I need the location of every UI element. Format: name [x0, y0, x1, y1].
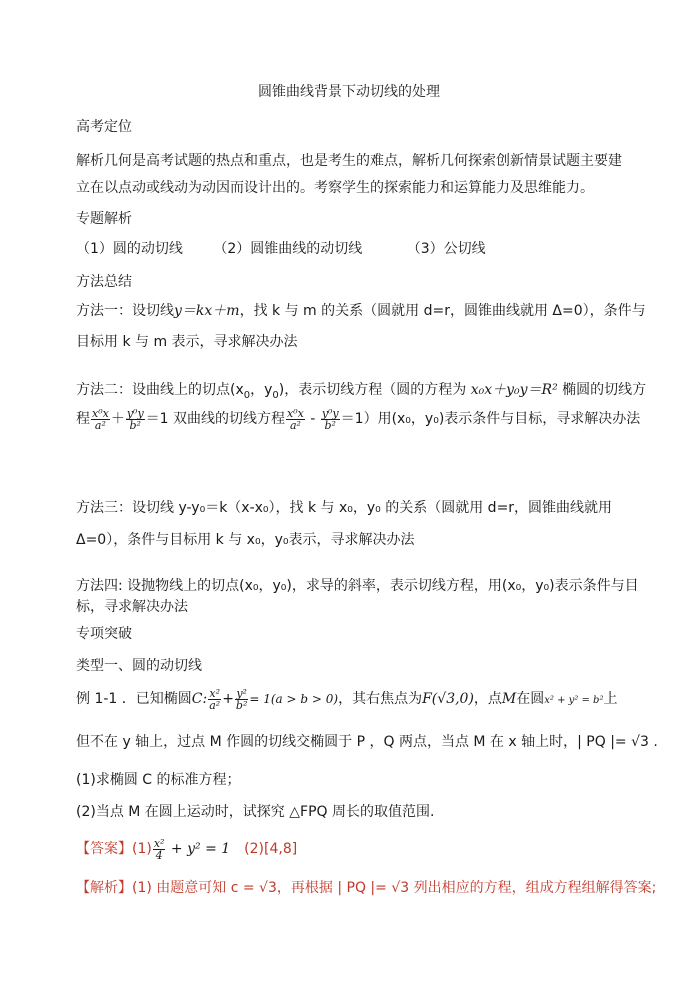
- answer-part1-label: (1): [132, 841, 152, 857]
- example-prefix: 例 1-1 ．已知椭圆: [76, 691, 192, 707]
- heading-breakthrough: 专项突破: [76, 626, 132, 642]
- position-paragraph-line2: 立在以点动或线动为动因而设计出的。考察学生的探索能力和运算能力及思维能力。: [76, 180, 594, 196]
- method3-line1: 方法三：设切线 y-y₀＝k（x-x₀），找 k 与 x₀，y₀ 的关系（圆就用 d=r，圆锥曲线就用: [76, 500, 613, 516]
- example-mid: ，其右焦点为: [338, 691, 423, 707]
- topic-3: （3）公切线: [406, 241, 486, 257]
- method2-line1: 方法二：设曲线上的切点($x_0$，$y_0$)，表示切线方程（圆的方程为 x₀x＋y₀y＝R² 椭圆的切线方: [76, 382, 647, 401]
- hyperbola-tangent-fraction-x: $\frac{\text{x⁰x}}{\text{a²}}$: [287, 406, 304, 432]
- example-end: 上: [603, 691, 618, 707]
- question-1: (1)求椭圆 C 的标准方程；: [76, 772, 241, 788]
- method2-mid1: ，y: [250, 382, 273, 398]
- ellipse-tangent-fraction-y: $\frac{\text{y⁰y}}{\text{b²}}$: [126, 406, 144, 432]
- question-2: (2)当点 M 在圆上运动时，试探究 △FPQ 周长的取值范围.: [76, 804, 435, 820]
- analysis-line: [76, 879, 656, 897]
- example-condition: = 1(a > b > 0): [249, 692, 339, 706]
- topic-list: [76, 240, 486, 258]
- position-paragraph-line1: 解析几何是高考试题的热点和重点，也是考生的难点，解析几何探索创新情景试题主要建: [76, 153, 622, 169]
- topic-2: （2）圆锥曲线的动切线: [213, 241, 363, 257]
- example-fraction-x: $\frac{\text{x²}}{\text{a²}}$: [209, 686, 221, 712]
- method1-line2: 目标用 k 与 m 表示，寻求解决办法: [76, 334, 298, 350]
- analysis-text: (1) 由题意可知 c = √3，再根据 | PQ |= √3 列出相应的方程，组成方程组解得答案;: [132, 880, 657, 896]
- example-line2: 但不在 y 轴上，过点 M 作圆的切线交椭圆于 P ，Q 两点，当点 M 在 x 轴上时，| PQ |= √3 .: [76, 734, 658, 750]
- answer-line: [76, 834, 297, 864]
- method2-circle-equation: x₀x＋y₀y＝R²: [470, 382, 558, 398]
- example-mid3: 在圆: [516, 691, 545, 707]
- method3-line2: Δ=0），条件与目标用 k 与 x₀，y₀表示，寻求解决办法: [76, 532, 415, 548]
- method2-eq2: ＝1）用(x₀，y₀)表示条件与目标，寻求解决办法: [340, 411, 641, 427]
- method2-prefix: 方法二：设曲线上的切点(x: [76, 382, 244, 398]
- method1-prefix: 方法一：设切线: [76, 303, 174, 319]
- type1-heading: 类型一、圆的动切线: [76, 658, 202, 674]
- focus-point: F(√3,0): [422, 691, 474, 707]
- page-title: 圆锥曲线背景下动切线的处理: [258, 84, 440, 100]
- method2-mid2: )，表示切线方程（圆的方程为: [278, 382, 471, 398]
- method1-text: ，找 k 与 m 的关系（圆就用 d=r，圆锥曲线就用 Δ=0），条件与: [239, 303, 646, 319]
- method2-line2: [76, 404, 640, 434]
- hyperbola-tangent-fraction-y: $\frac{\text{y⁰y}}{\text{b²}}$: [321, 406, 339, 432]
- example-fraction-y: $\frac{\text{y²}}{\text{b²}}$: [235, 686, 248, 712]
- heading-position: 高考定位: [76, 119, 132, 135]
- answer-fraction: $\frac{\text{x²}}{4}$: [153, 836, 165, 862]
- example-mid2: ，点: [473, 691, 502, 707]
- topic-1: （1）圆的动切线: [76, 241, 183, 257]
- method1-line1: [76, 302, 646, 320]
- answer-part2: (2)[4,8]: [244, 841, 298, 857]
- answer-part1-rest: + y² = 1: [166, 841, 231, 857]
- answer-label: 【答案】: [76, 841, 132, 857]
- method2-post: 椭圆的切线方: [557, 382, 647, 398]
- plus-sign: ＋: [110, 411, 125, 427]
- analysis-label: 【解析】: [76, 880, 132, 896]
- ellipse-tangent-fraction-x: $\frac{\text{x⁰x}}{\text{a²}}$: [92, 406, 109, 432]
- method4-line2: 标，寻求解决办法: [76, 599, 188, 615]
- point-m: M: [501, 691, 517, 707]
- method2-eq1: ＝1 双曲线的切线方程: [145, 411, 286, 427]
- example-line1: 例 1-1 ．已知椭圆C: $\frac{\text{x²}}{\text{a²}}$ + $\frac{\text{y²}}{\text{b²}}$ = 1(a > b > 0)，其右焦点为F(√3,0)，点M在圆x² + y² = b²上: [76, 686, 618, 712]
- heading-analysis: 专题解析: [76, 211, 132, 227]
- heading-summary: 方法总结: [76, 274, 132, 290]
- circle-equation: x² + y² = b²: [544, 695, 604, 706]
- minus-sign: -: [305, 411, 320, 427]
- ellipse-label: C:: [191, 691, 208, 707]
- method1-equation: y＝kx＋m: [174, 303, 240, 319]
- method2-l2-prefix: 程: [76, 411, 90, 427]
- method4-line1: 方法四: 设抛物线上的切点(x₀，y₀)，求导的斜率，表示切线方程，用(x₀，y₀)表示条件与目: [76, 578, 639, 594]
